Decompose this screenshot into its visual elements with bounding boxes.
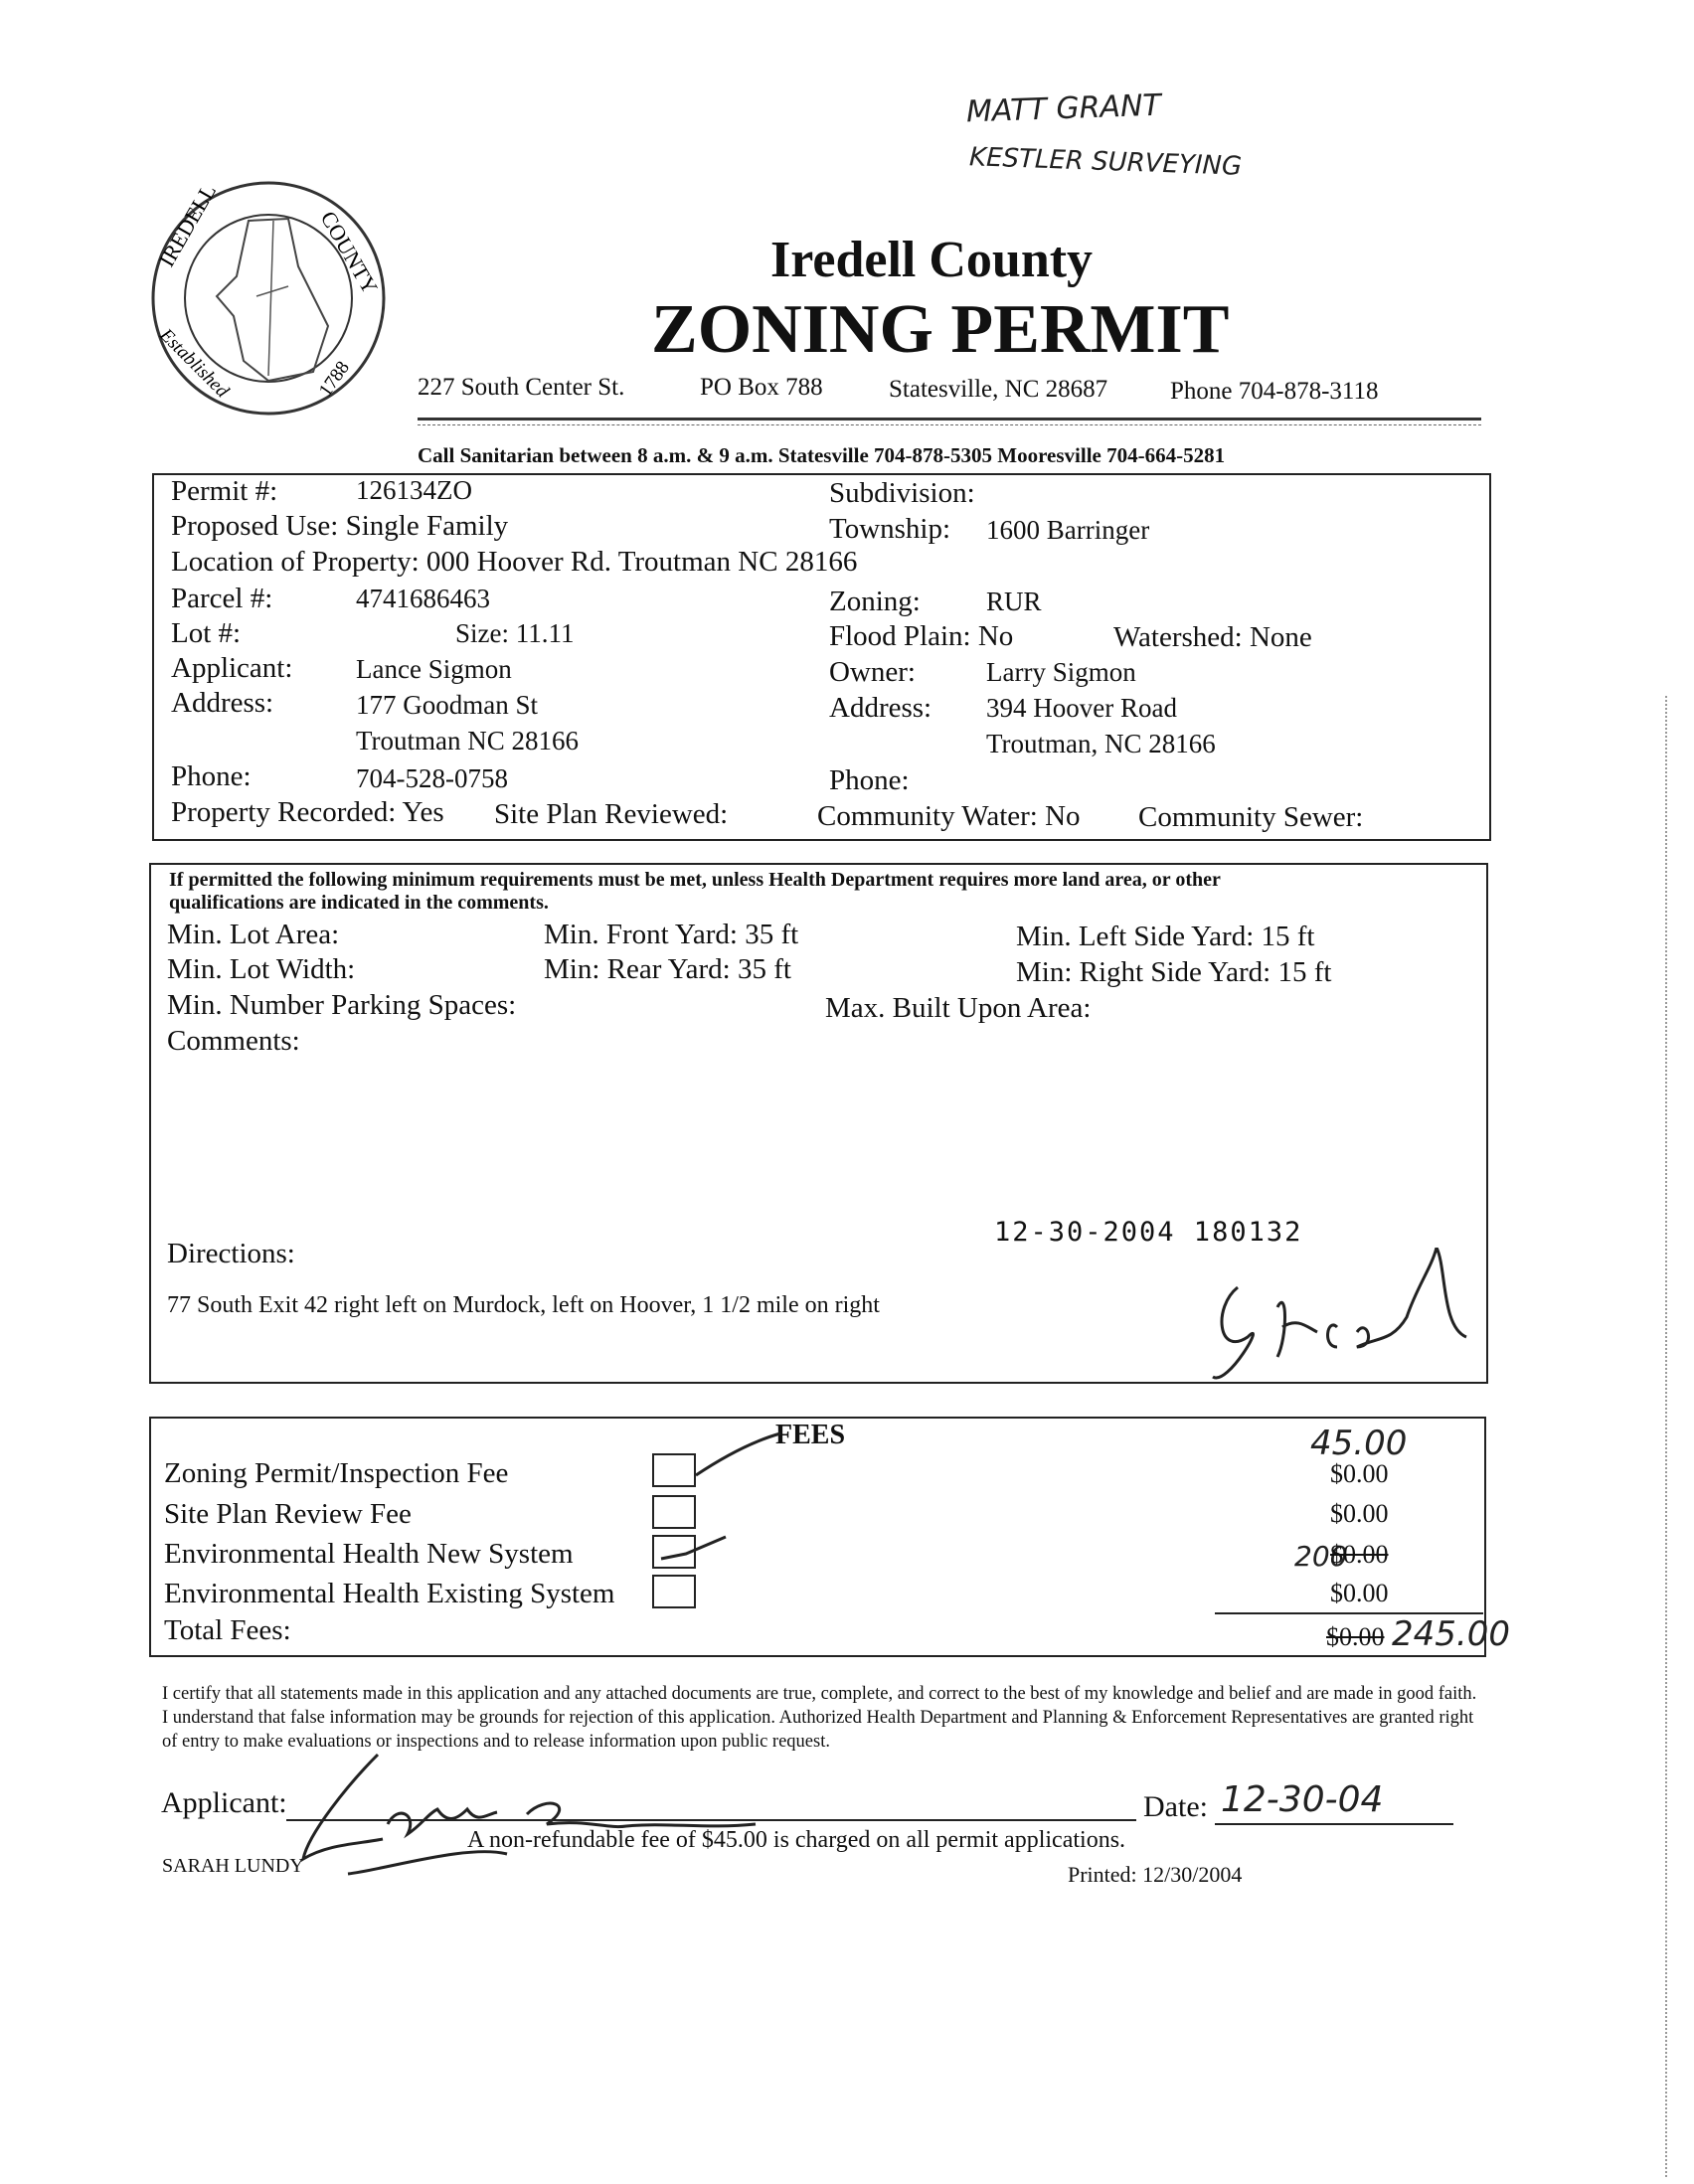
fees-box [149,1417,1486,1657]
site-plan-fee-value: $0.00 [1330,1499,1389,1528]
property-location: Location of Property: 000 Hoover Rd. Troutman NC 28166 [171,546,858,578]
env-new-system-value: $0.00 [1330,1540,1389,1569]
site-plan-fee-label: Site Plan Review Fee [164,1498,412,1530]
env-existing-system-label: Environmental Health Existing System [164,1578,615,1609]
applicant-address-label: Address: [171,687,274,719]
seal-text-left [154,180,221,271]
owner-address-line2: Troutman, NC 28166 [986,729,1216,758]
flood-plain: Flood Plain: No [829,620,1014,652]
property-recorded: Property Recorded: Yes [171,796,444,828]
min-front-yard: Min. Front Yard: 35 ft [544,919,799,950]
min-parking-spaces: Min. Number Parking Spaces: [167,989,517,1021]
lot-label: Lot #: [171,617,242,649]
scan-edge [1665,696,1667,2177]
zoning-fee-label: Zoning Permit/Inspection Fee [164,1457,509,1489]
zoning-value: RUR [986,587,1042,616]
sanitarian-note: Call Sanitarian between 8 a.m. & 9 a.m. Statesville 704-878-5305 Mooresville 704-664-5281 [418,443,1226,467]
handwritten-name: MATT GRANT [965,87,1162,130]
directions-value: 77 South Exit 42 right left on Murdock, left on Hoover, 1 1/2 mile on right [167,1292,880,1318]
header-street: 227 South Center St. [418,374,625,401]
date-stamp: 12-30-2004 180132 [994,1217,1303,1248]
env-existing-system-checkbox[interactable] [652,1575,696,1608]
proposed-use: Proposed Use: Single Family [171,510,509,542]
county-title: Iredell County [770,232,1094,288]
township-label: Township: [829,513,951,545]
applicant-phone-label: Phone: [171,760,252,792]
header-city: Statesville, NC 28687 [889,376,1108,403]
applicant-name: Lance Sigmon [356,654,512,684]
owner-phone-label: Phone: [829,764,910,796]
inspector-signature [1208,1248,1486,1387]
printed-date: Printed: 12/30/2004 [1068,1862,1243,1887]
total-fees-value: $0.00 [1326,1622,1385,1651]
header-phone: Phone 704-878-3118 [1170,378,1379,405]
applicant-address-line2: Troutman NC 28166 [356,726,580,756]
fees-check-line [686,1426,785,1495]
total-fees-handwritten: 245.00 [1392,1614,1510,1654]
permit-number-value: 126134ZO [356,475,472,505]
min-lot-area: Min. Lot Area: [167,919,340,950]
owner-address-label: Address: [829,692,932,724]
owner-name: Larry Sigmon [986,657,1136,687]
requirements-intro-cont: qualifications are indicated in the comments. [169,892,549,914]
handwritten-company: KESTLER SURVEYING [968,142,1243,182]
min-left-side-yard: Min. Left Side Yard: 15 ft [1016,921,1315,952]
zoning-fee-handwritten: 45.00 [1310,1424,1408,1463]
svg-text:COUNTY: COUNTY [315,207,384,298]
subdivision-label: Subdivision: [829,477,975,509]
header-divider [418,418,1481,425]
max-built-upon-area: Max. Built Upon Area: [825,992,1092,1024]
svg-text:IREDELL: IREDELL [153,179,222,271]
county-seal [139,177,398,420]
fees-title: FEES [775,1420,846,1450]
date-line [1215,1823,1453,1825]
township-value: 1600 Barringer [986,515,1150,545]
certification-text: I certify that all statements made in this application and any attached documents are true, complete, and correct to the best of my knowledge and belief and are made in good faith. I understand that false information may be grounds for rejection of this application. Authorized Health Department and Planning & Enforcement Representatives are granted right of entry to make evaluations or inspections and to release information upon public request. [162,1684,1477,1752]
date-value: 12-30-04 [1221,1779,1384,1820]
page-title: ZONING PERMIT [651,291,1230,368]
site-plan-reviewed: Site Plan Reviewed: [494,798,729,830]
community-sewer: Community Sewer: [1138,801,1364,833]
env-new-system-handwritten: 200 [1294,1540,1348,1573]
comments-label: Comments: [167,1025,300,1057]
zoning-fee-checkbox[interactable] [652,1453,696,1487]
applicant-signature-label: Applicant: [161,1786,287,1819]
permit-number-label: Permit #: [171,475,278,507]
svg-text:Established: Established [155,324,234,403]
date-label: Date: [1143,1790,1208,1823]
header-pobox: PO Box 788 [700,374,823,401]
svg-text:1788: 1788 [314,357,354,401]
community-water: Community Water: No [817,800,1081,832]
fee-note: A non-refundable fee of $45.00 is charged on all permit applications. [467,1827,1126,1853]
zoning-fee-value: $0.00 [1330,1459,1389,1488]
watershed: Watershed: None [1113,621,1312,653]
zoning-label: Zoning: [829,586,921,617]
requirements-intro: If permitted the following minimum requirements must be met, unless Health Department requires more land area, or other [169,869,1221,891]
lot-size: Size: 11.11 [455,618,575,648]
parcel-value: 4741686463 [356,584,490,613]
applicant-phone-value: 704-528-0758 [356,763,508,793]
min-right-side-yard: Min: Right Side Yard: 15 ft [1016,956,1332,988]
env-new-system-check [656,1529,736,1569]
env-existing-system-value: $0.00 [1330,1579,1389,1607]
min-rear-yard: Min: Rear Yard: 35 ft [544,953,791,985]
directions-label: Directions: [167,1238,295,1269]
parcel-label: Parcel #: [171,583,273,614]
applicant-label: Applicant: [171,652,293,684]
owner-label: Owner: [829,656,916,688]
clerk-name: SARAH LUNDY [162,1855,304,1877]
applicant-address-line1: 177 Goodman St [356,690,539,720]
min-lot-width: Min. Lot Width: [167,953,356,985]
total-fees-label: Total Fees: [164,1614,291,1646]
site-plan-fee-checkbox[interactable] [652,1495,696,1529]
env-new-system-label: Environmental Health New System [164,1538,574,1570]
owner-address-line1: 394 Hoover Road [986,693,1177,723]
applicant-signature [288,1745,984,1894]
